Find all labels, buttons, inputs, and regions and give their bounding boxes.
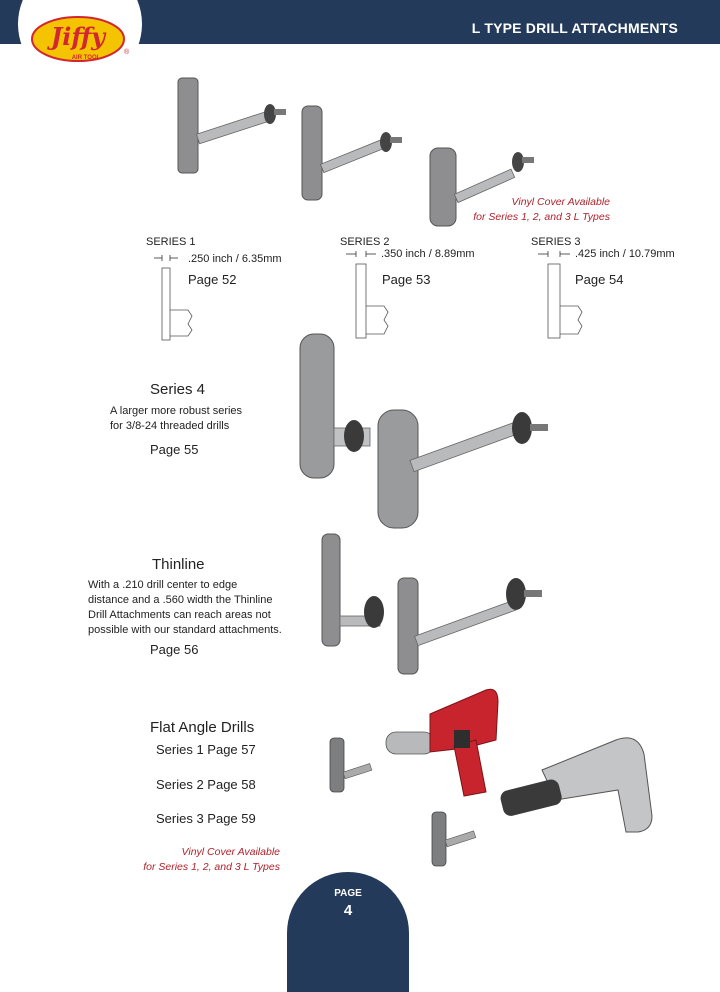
thinline-description [88, 578, 298, 638]
jiffy-logo [30, 14, 130, 64]
svg-text:AIR TOOL: AIR TOOL [71, 55, 101, 61]
page-label: PAGE [334, 888, 362, 899]
page-number-tab [287, 872, 409, 992]
flat-angle-series-1[interactable]: Series 1 Page 57 [156, 742, 256, 757]
vinyl-cover-note-bottom [140, 845, 280, 875]
series-3-side-view-drawing [536, 250, 590, 342]
vinyl-note-line: Vinyl Cover Available [511, 196, 610, 208]
thinline-attachment-image [320, 532, 546, 678]
page-title: L TYPE DRILL ATTACHMENTS [471, 20, 678, 36]
vinyl-note-line: for Series 1, 2, and 3 L Types [143, 861, 280, 873]
series-3-label: SERIES 3 [531, 236, 581, 248]
description-line: A larger more robust series [110, 405, 243, 417]
series-3-page-ref[interactable]: Page 54 [575, 272, 624, 287]
series-4-page-ref[interactable]: Page 55 [150, 442, 199, 457]
thinline-heading: Thinline [152, 556, 205, 573]
page-number: 4 [343, 902, 353, 919]
l-attachment-series2-image [300, 104, 410, 204]
description-line: distance and a .560 width the Thinline [88, 594, 273, 606]
flat-angle-heading: Flat Angle Drills [150, 719, 255, 736]
series-1-dimension: .250 inch / 6.35mm [188, 253, 282, 265]
series-2-dimension: .350 inch / 8.89mm [381, 248, 475, 260]
vinyl-note-line: for Series 1, 2, and 3 L Types [473, 211, 610, 223]
flat-angle-drills-image [326, 680, 660, 870]
description-line: Drill Attachments can reach areas not [88, 609, 271, 621]
series-4-attachment-image [296, 332, 552, 532]
description-line: With a .210 drill center to edge [88, 579, 238, 591]
series-3-dimension: .425 inch / 10.79mm [575, 248, 675, 260]
series-2-page-ref[interactable]: Page 53 [382, 272, 431, 287]
series-4-heading: Series 4 [150, 381, 206, 398]
flat-angle-series-2[interactable]: Series 2 Page 58 [156, 777, 256, 792]
series-1-label: SERIES 1 [146, 236, 196, 248]
series-1-page-ref[interactable]: Page 52 [188, 272, 237, 287]
series-1-side-view-drawing [150, 254, 200, 344]
vinyl-cover-note-top [470, 195, 610, 225]
flat-angle-series-3[interactable]: Series 3 Page 59 [156, 811, 256, 826]
vinyl-note-line: Vinyl Cover Available [181, 846, 280, 858]
svg-text:®: ® [124, 49, 130, 56]
thinline-page-ref[interactable]: Page 56 [150, 642, 199, 657]
series-2-side-view-drawing [344, 250, 394, 342]
series-4-description [110, 404, 270, 434]
svg-text:Jiffy: Jiffy [50, 22, 106, 51]
description-line: for 3/8-24 threaded drills [110, 420, 230, 432]
series-2-label: SERIES 2 [340, 236, 390, 248]
description-line: possible with our standard attachments. [88, 624, 282, 636]
l-attachment-series1-image [170, 76, 290, 176]
